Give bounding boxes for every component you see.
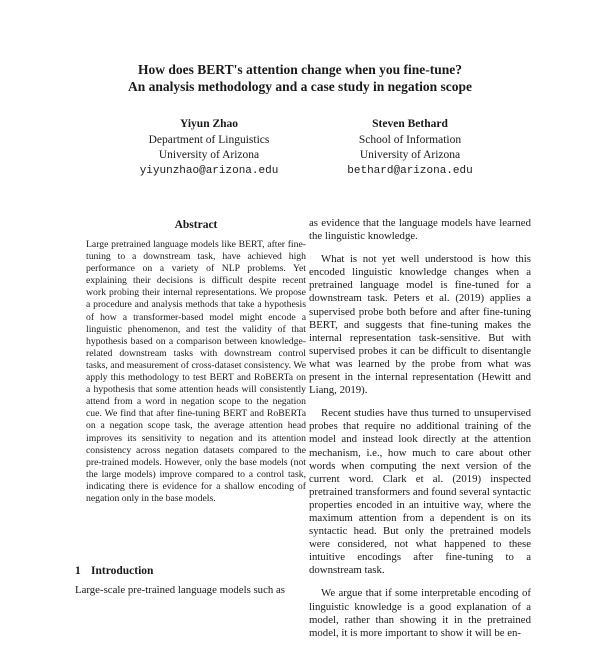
paragraph: as evidence that the language models have learned the linguistic knowledge. xyxy=(309,217,531,243)
paragraph: We argue that if some interpretable encoding of linguistic knowledge is a good explanation of a model, rather than showing it in the pretrained model, it is more important to show it will be en- xyxy=(309,587,531,639)
author-email[interactable]: bethard@arizona.edu xyxy=(347,164,473,177)
right-column xyxy=(309,217,531,650)
author-name: Yiyun Zhao xyxy=(179,118,239,130)
title-line-1: How does BERT's attention change when you fine-tune? xyxy=(138,62,462,77)
author-block-1 xyxy=(94,117,324,179)
title-line-2: An analysis methodology and a case study in negation scope xyxy=(128,79,472,94)
author-name: Steven Bethard xyxy=(372,118,448,130)
author-email[interactable]: yiyunzhao@arizona.edu xyxy=(139,164,279,177)
author-department: School of Information xyxy=(358,133,462,146)
paragraph: What is not yet well understood is how this encoded linguistic knowledge changes when a pretrained language model is fine-tuned for a downstream task. Peters et al. (2019) applies a supervised probe both before and after fine-tuning BERT, and suggests that fine-tuning makes the internal representation task-sensitive. But with supervised probes it can be difficult to disentangle what was learned by the probe from what was present in the internal representation (Hewitt and Liang, 2019). xyxy=(309,253,531,397)
author-affiliation: University of Arizona xyxy=(158,149,260,161)
introduction-text: Large-scale pre-trained language models such as xyxy=(75,584,285,596)
abstract-heading: Abstract xyxy=(174,219,218,231)
paper-title xyxy=(0,61,600,95)
section-heading-introduction xyxy=(75,565,153,577)
author-department: Department of Linguistics xyxy=(148,133,270,146)
author-block-2 xyxy=(295,117,525,179)
abstract-text: Large pretrained language models like BERT, after fine-tuning to a downstream task, have achieved high performance on a variety of NLP problems. Yet explaining their decisions is difficult despite recent work probing their internal representations. We propose a procedure and analysis methods that take a hypothesis of how a transformer-based model might encode a linguistic phenomenon, and test the validity of that hypothesis based on a comparison between knowledge-related downstream tasks with downstream control tasks, and measurement of cross-dataset consistency. We apply this methodology to test BERT and RoBERTa on a hypothesis that some attention heads will consistently attend from a word in negation scope to the negation cue. We find that after fine-tuning BERT and RoBERTa on a negation scope task, the average attention head improves its sensitivity to negation and its attention consistency across negation datasets compared to the pre-trained models. However, only the base models (not the large models) improve compared to a control task, indicating there is evidence for a shallow encoding of negation only in the base models. xyxy=(86,239,306,504)
author-affiliation: University of Arizona xyxy=(359,149,461,161)
section-number: 1 xyxy=(75,565,81,577)
section-title: Introduction xyxy=(91,565,154,577)
paragraph: Recent studies have thus turned to unsupervised probes that require no additional training of the model and instead look directly at the attention mechanism, i.e., how much to care about other words when computing the next version of the current word. Clark et al. (2019) inspected pretrained transformers and found several syntactic properties encoded in an intuitive way, where the maximum attention from a dependent is on its syntactic head. But only the pretrained models were considered, not what happened to these intuitive encodings after fine-tuning to a downstream task. xyxy=(309,407,531,577)
